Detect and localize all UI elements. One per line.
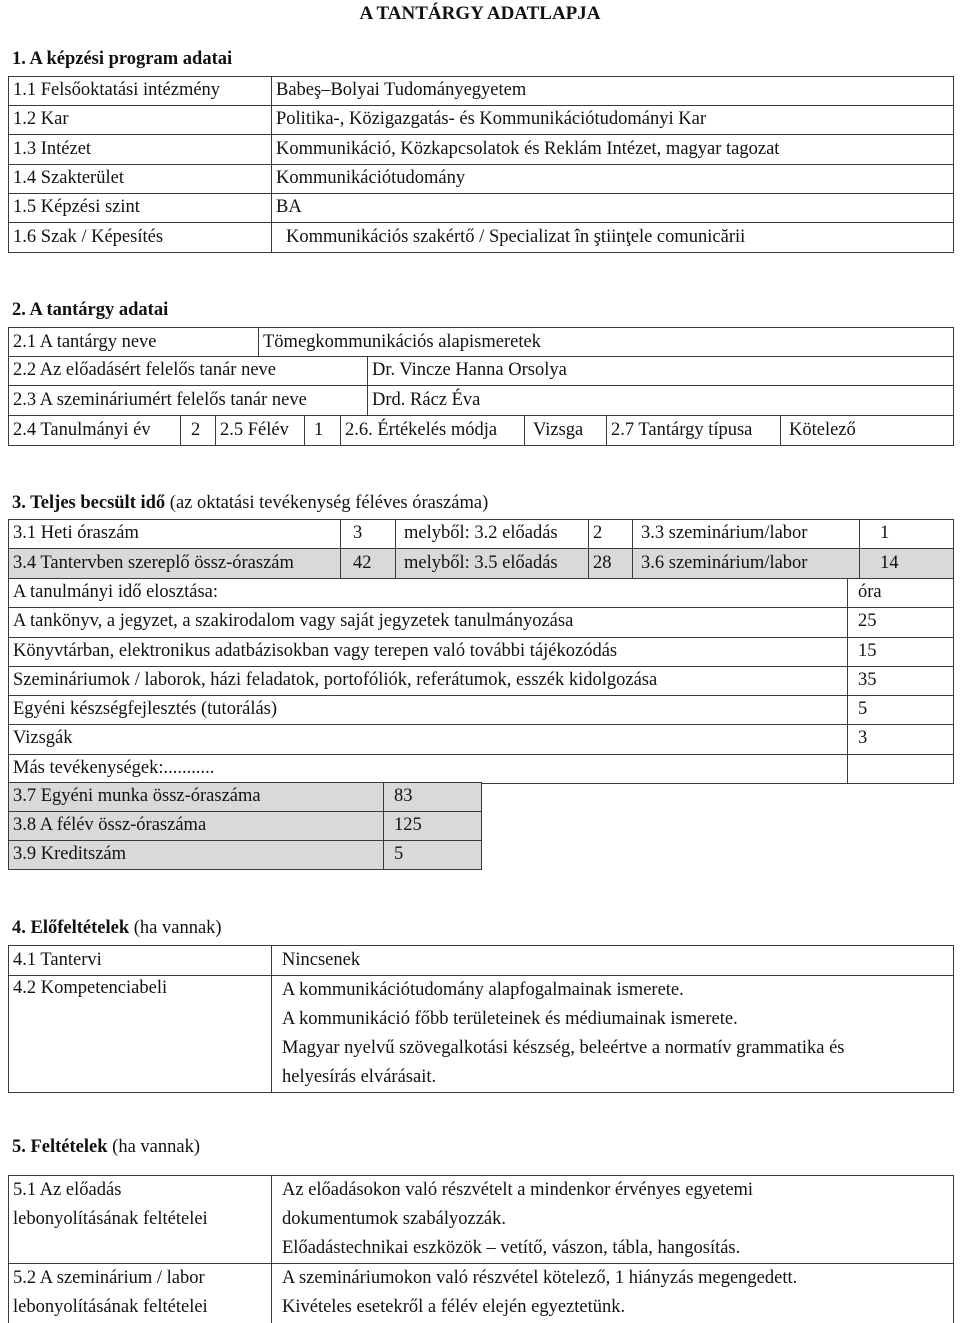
condition-line: A szemináriumokon való részvétel kötelező, 1 hiányzás megengedett. xyxy=(282,1268,798,1288)
table-row xyxy=(9,607,954,637)
table-row xyxy=(9,194,954,223)
table-row xyxy=(9,841,482,870)
seminar-teacher-label: 2.3 A szemináriumért felelős tanár neve xyxy=(9,386,368,416)
year-value: 2 xyxy=(181,416,216,446)
seminar-teacher-value: Drd. Rácz Éva xyxy=(368,386,954,416)
row-label: 1.4 Szakterület xyxy=(9,165,272,194)
weekly-seminar-value: 1 xyxy=(860,520,954,549)
weekly-lecture-label: melyből: 3.2 előadás xyxy=(396,520,589,549)
semester-value: 1 xyxy=(305,416,341,446)
table-row xyxy=(9,357,954,386)
table-row xyxy=(9,386,954,416)
course-type-label: 2.7 Tantárgy típusa xyxy=(607,416,781,446)
table-row xyxy=(9,328,954,357)
table-row xyxy=(9,946,954,976)
weekly-hours-value: 3 xyxy=(341,520,396,549)
condition-line: dokumentumok szabályozzák. xyxy=(282,1209,506,1229)
competence-line: Magyar nyelvű szövegalkotási készség, beleértve a normatív grammatika és xyxy=(282,1038,845,1058)
activity-label: Egyéni készségfejlesztés (tutorálás) xyxy=(9,695,848,724)
competence-line: helyesírás elvárásait. xyxy=(282,1067,437,1087)
table-row xyxy=(9,520,954,549)
table-row xyxy=(9,754,954,783)
row-label: 1.2 Kar xyxy=(9,106,272,135)
activity-label: Könyvtárban, elektronikus adatbázisokban vagy terepen való további tájékozódás xyxy=(9,637,848,666)
activity-label: Vizsgák xyxy=(9,724,848,754)
program-data-table xyxy=(8,76,954,253)
course-name-value: Tömegkommunikációs alapismeretek xyxy=(259,328,954,357)
prerequisites-table xyxy=(8,945,954,1093)
row-value: Kommunikáció, Közkapcsolatok és Reklám Intézet, magyar tagozat xyxy=(272,135,954,165)
activities-table xyxy=(8,578,954,784)
weekly-lecture-value: 2 xyxy=(589,520,633,549)
competence-label: 4.2 Kompetenciabeli xyxy=(9,976,272,1093)
section3-heading: 3. Teljes becsült idő (az oktatási tevékenység féléves óraszáma) xyxy=(12,493,489,513)
table-row xyxy=(9,666,954,695)
evaluation-value: Vizsga xyxy=(525,416,607,446)
total-hours-label: 3.4 Tantervben szereplő össz-óraszám xyxy=(9,549,341,579)
activity-label: Más tevékenységek:........... xyxy=(9,754,848,783)
lecturer-value: Dr. Vincze Hanna Orsolya xyxy=(368,357,954,386)
summary-label: 3.8 A félév össz-óraszáma xyxy=(9,812,384,841)
row-value: Kommunikációtudomány xyxy=(272,165,954,194)
table-row xyxy=(9,549,954,579)
total-lecture-value: 28 xyxy=(589,549,633,579)
activity-hours: 15 xyxy=(848,637,954,666)
distribution-unit: óra xyxy=(848,578,954,607)
row-value: Kommunikációs szakértő / Specializat în ştiinţele comunicării xyxy=(272,223,954,253)
condition-line: Kivételes esetekről a félév elején egyeztetünk. xyxy=(282,1297,626,1317)
table-row xyxy=(9,812,482,841)
row-label: 1.5 Képzési szint xyxy=(9,194,272,223)
row-label: 1.3 Intézet xyxy=(9,135,272,165)
total-lecture-label: melyből: 3.5 előadás xyxy=(396,549,589,579)
row-label: 1.6 Szak / Képesítés xyxy=(9,223,272,253)
activity-label: Szemináriumok / laborok, házi feladatok, portofóliók, referátumok, esszék kidolgozása xyxy=(9,666,848,695)
row-value: BA xyxy=(272,194,954,223)
course-name-label: 2.1 A tantárgy neve xyxy=(9,328,259,357)
table-row xyxy=(9,578,954,607)
activity-hours xyxy=(848,754,954,783)
lecture-conditions-label: 5.1 Az előadás lebonyolításának feltételei xyxy=(9,1176,272,1264)
table-row xyxy=(9,1176,954,1264)
table-row xyxy=(9,223,954,253)
conditions-table xyxy=(8,1175,954,1323)
summary-label: 3.9 Kreditszám xyxy=(9,841,384,870)
competence-value xyxy=(272,976,954,1093)
section4-heading: 4. Előfeltételek (ha vannak) xyxy=(12,918,222,938)
table-row xyxy=(9,165,954,194)
lecture-conditions-value xyxy=(272,1176,954,1264)
curricular-value: Nincsenek xyxy=(272,946,954,976)
section5-heading: 5. Feltételek (ha vannak) xyxy=(12,1137,201,1157)
table-row xyxy=(9,976,954,1093)
curricular-label: 4.1 Tantervi xyxy=(9,946,272,976)
hours-table xyxy=(8,519,954,579)
summary-value: 125 xyxy=(384,812,482,841)
hours-summary-table xyxy=(8,782,482,870)
weekly-hours-label: 3.1 Heti óraszám xyxy=(9,520,341,549)
seminar-conditions-value xyxy=(272,1264,954,1323)
table-row xyxy=(9,1264,954,1323)
summary-label: 3.7 Egyéni munka össz-óraszáma xyxy=(9,783,384,812)
document-title: A TANTÁRGY ADATLAPJA xyxy=(359,3,601,24)
activity-hours: 5 xyxy=(848,695,954,724)
table-row xyxy=(9,77,954,106)
condition-line: Előadástechnikai eszközök – vetítő, vászon, tábla, hangosítás. xyxy=(282,1238,741,1258)
course-name-table xyxy=(8,327,954,357)
distribution-label: A tanulmányi idő elosztása: xyxy=(9,578,848,607)
table-row xyxy=(9,416,954,446)
row-value: Politika-, Közigazgatás- és Kommunikációtudományi Kar xyxy=(272,106,954,135)
competence-line: A kommunikáció főbb területeinek és médiumainak ismerete. xyxy=(282,1009,738,1029)
lecturer-label: 2.2 Az előadásért felelős tanár neve xyxy=(9,357,368,386)
seminar-conditions-label: 5.2 A szeminárium / labor lebonyolításának feltételei xyxy=(9,1264,272,1323)
table-row xyxy=(9,724,954,754)
competence-line: A kommunikációtudomány alapfogalmainak ismerete. xyxy=(282,980,684,1000)
evaluation-label: 2.6. Értékelés módja xyxy=(341,416,525,446)
total-seminar-value: 14 xyxy=(860,549,954,579)
table-row xyxy=(9,106,954,135)
row-value: Babeş–Bolyai Tudományegyetem xyxy=(272,77,954,106)
teachers-table xyxy=(8,356,954,416)
activity-hours: 25 xyxy=(848,607,954,637)
table-row xyxy=(9,135,954,165)
activity-hours: 3 xyxy=(848,724,954,754)
total-hours-value: 42 xyxy=(341,549,396,579)
section2-heading: 2. A tantárgy adatai xyxy=(12,300,169,320)
activity-hours: 35 xyxy=(848,666,954,695)
course-attributes-table xyxy=(8,415,954,446)
summary-value: 5 xyxy=(384,841,482,870)
table-row xyxy=(9,637,954,666)
activity-label: A tankönyv, a jegyzet, a szakirodalom vagy saját jegyzetek tanulmányozása xyxy=(9,607,848,637)
table-row xyxy=(9,783,482,812)
row-label: 1.1 Felsőoktatási intézmény xyxy=(9,77,272,106)
condition-line: Az előadásokon való részvételt a mindenkor érvényes egyetemi xyxy=(282,1180,754,1200)
summary-value: 83 xyxy=(384,783,482,812)
weekly-seminar-label: 3.3 szeminárium/labor xyxy=(633,520,860,549)
semester-label: 2.5 Félév xyxy=(216,416,305,446)
course-type-value: Kötelező xyxy=(781,416,954,446)
total-seminar-label: 3.6 szeminárium/labor xyxy=(633,549,860,579)
table-row xyxy=(9,695,954,724)
section1-heading: 1. A képzési program adatai xyxy=(12,49,233,69)
year-label: 2.4 Tanulmányi év xyxy=(9,416,181,446)
